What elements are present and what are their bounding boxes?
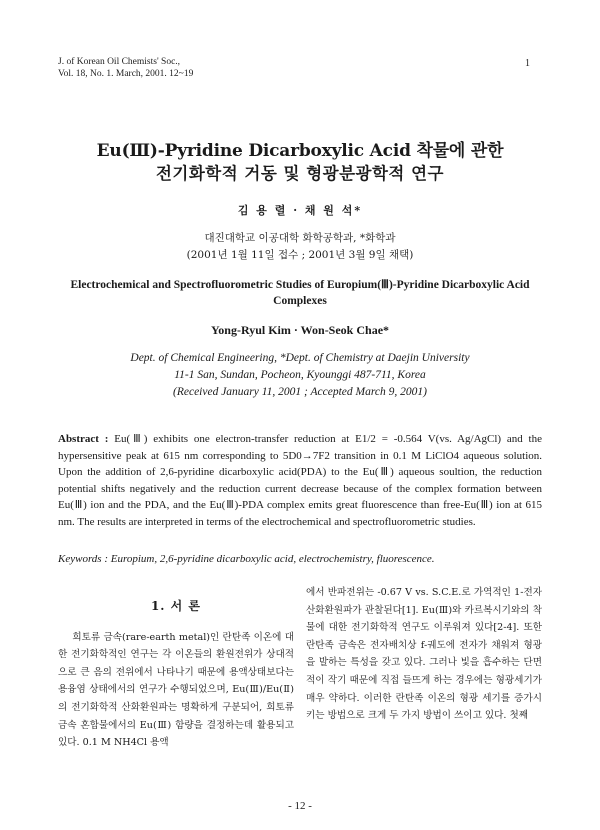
title-english: Electrochemical and Spectrofluorometric Studies of Europium(Ⅲ)-Pyridine Dicarboxylic Acid Complexes [70,279,530,307]
page-number-top: 1 [525,58,530,69]
keywords-text: Europium, 2,6-pyridine dicarboxylic acid, electrochemistry, fluorescence. [110,553,435,565]
abstract: Abstract : Eu(Ⅲ) exhibits one electron-transfer reduction at E1/2 = -0.564 V(vs. Ag/AgCl) and the hypersensitive peak at 615 nm corresponding to 5D0→7F2 transition in 0.1 M LiClO4 aqueous solution. Upon the addition of 2,6-pyridine dicarboxylic acid(PDA) to the Eu(Ⅲ) aqueous soultion, the reduction potential shifts negatively and the reduction current decrease because of the complex formation between Eu(Ⅲ) ion and the PDA, and the Eu(Ⅲ)-PDA complex emits great fluorescence than free-Eu(Ⅲ) ion at 615 nm. The results are interpreted in terms of the electrochemical and spectrofluorometric studies. [58,433,542,528]
affiliation-korean-line-1: 대진대학교 이공대학 화학공학과, *화학과 [204,232,396,244]
column-left [58,598,294,752]
affiliation-english-line-1: Dept. of Chemical Engineering, *Dept. of Chemistry at Daejin University [130,352,470,364]
body-paragraph-right: 에서 반파전위는 -0.67 V vs. S.C.E.로 가역적인 1-전자 산화환원파가 관찰된다[1]. Eu(Ⅲ)와 카르복시기와의 착물에 대한 전기화학적 연구도 이루워져 있다[2-4]. 또한 란탄족 금속은 전자배치상 f-궤도에 전자가 채워져 형광을 발하는 특성을 갖고 있다. 그러나 빛을 흡수하는 단면적이 작기 때문에 직접 들뜨게 하는 경우에는 형광세기가 매우 약하다. 이러한 란탄족 이온의 형광 세기를 증가시키는 방법으로 크게 두 가지 방법이 쓰이고 있다. 첫째 [306,587,542,722]
title-korean-line-1: Eu(Ⅲ)-Pyridine Dicarboxylic Acid 착물에 관한 [96,141,504,161]
authors-korean: 김 용 렬 · 채 원 석* [237,204,363,217]
page-number-footer: - 12 - [288,800,312,812]
authors-english: Yong-Ryul Kim · Won-Seok Chae* [210,323,390,337]
journal-citation [58,56,193,80]
journal-line-2: Vol. 18, No. 1. March, 2001. 12~19 [58,69,194,79]
affiliation-korean [0,230,600,264]
section-heading-introduction: 1. 서 론 [150,599,202,613]
title-korean-line-2: 전기화학적 거동 및 형광분광학적 연구 [155,164,444,183]
affiliation-english-dates: (Received January 11, 2001 ; Accepted March 9, 2001) [173,386,427,398]
affiliation-english-line-2: 11-1 San, Sundan, Pocheon, Kyounggi 487-711, Korea [174,369,426,381]
journal-line-1: J. of Korean Oil Chemists' Soc., [58,57,181,67]
abstract-label: Abstract [58,433,99,445]
body-paragraph-left: 희토류 금속(rare-earth metal)인 란탄족 이온에 대한 전기화학적인 연구는 각 이온들의 환원전위가 상대적으로 큰 음의 전위에서 나타나기 때문에 용액상태보다는 용융염 상태에서의 연구가 수행되었으며, Eu(Ⅲ)/Eu(Ⅱ)의 전기화학적 산화환원파는 명확하게 구분되어, 희토류 금속 혼합물에서의 Eu(Ⅲ) 함량을 결정하는데 활용되고 있다. 0.1 M NH4Cl 용액 [58,631,294,749]
affiliation-english [0,350,600,401]
keywords-label: Keywords [58,553,102,565]
keywords: Keywords : Europium, 2,6-pyridine dicarboxylic acid, electrochemistry, fluorescence. [58,553,435,565]
abstract-text: Eu(Ⅲ) exhibits one electron-transfer reduction at E1/2 = -0.564 V(vs. Ag/AgCl) and the hypersensitive peak at 615 nm corresponding to 5D0→7F2 transition in 0.1 M LiClO4 aqueous solution. Upon the addition of 2,6-pyridine dicarboxylic acid(PDA) to the Eu(Ⅲ) aqueous soultion, the reduction potential shifts negatively and the reduction current decrease because of the complex formation between Eu(Ⅲ) ion and the PDA, and the Eu(Ⅲ)-PDA complex emits great fluorescence than free-Eu(Ⅲ) ion at 615 nm. The results are interpreted in terms of the electrochemical and spectrofluorometric studies. [58,433,542,528]
affiliation-korean-dates: (2001년 1월 11일 접수 ; 2001년 3월 9일 채택) [186,249,414,261]
column-right [306,584,542,725]
